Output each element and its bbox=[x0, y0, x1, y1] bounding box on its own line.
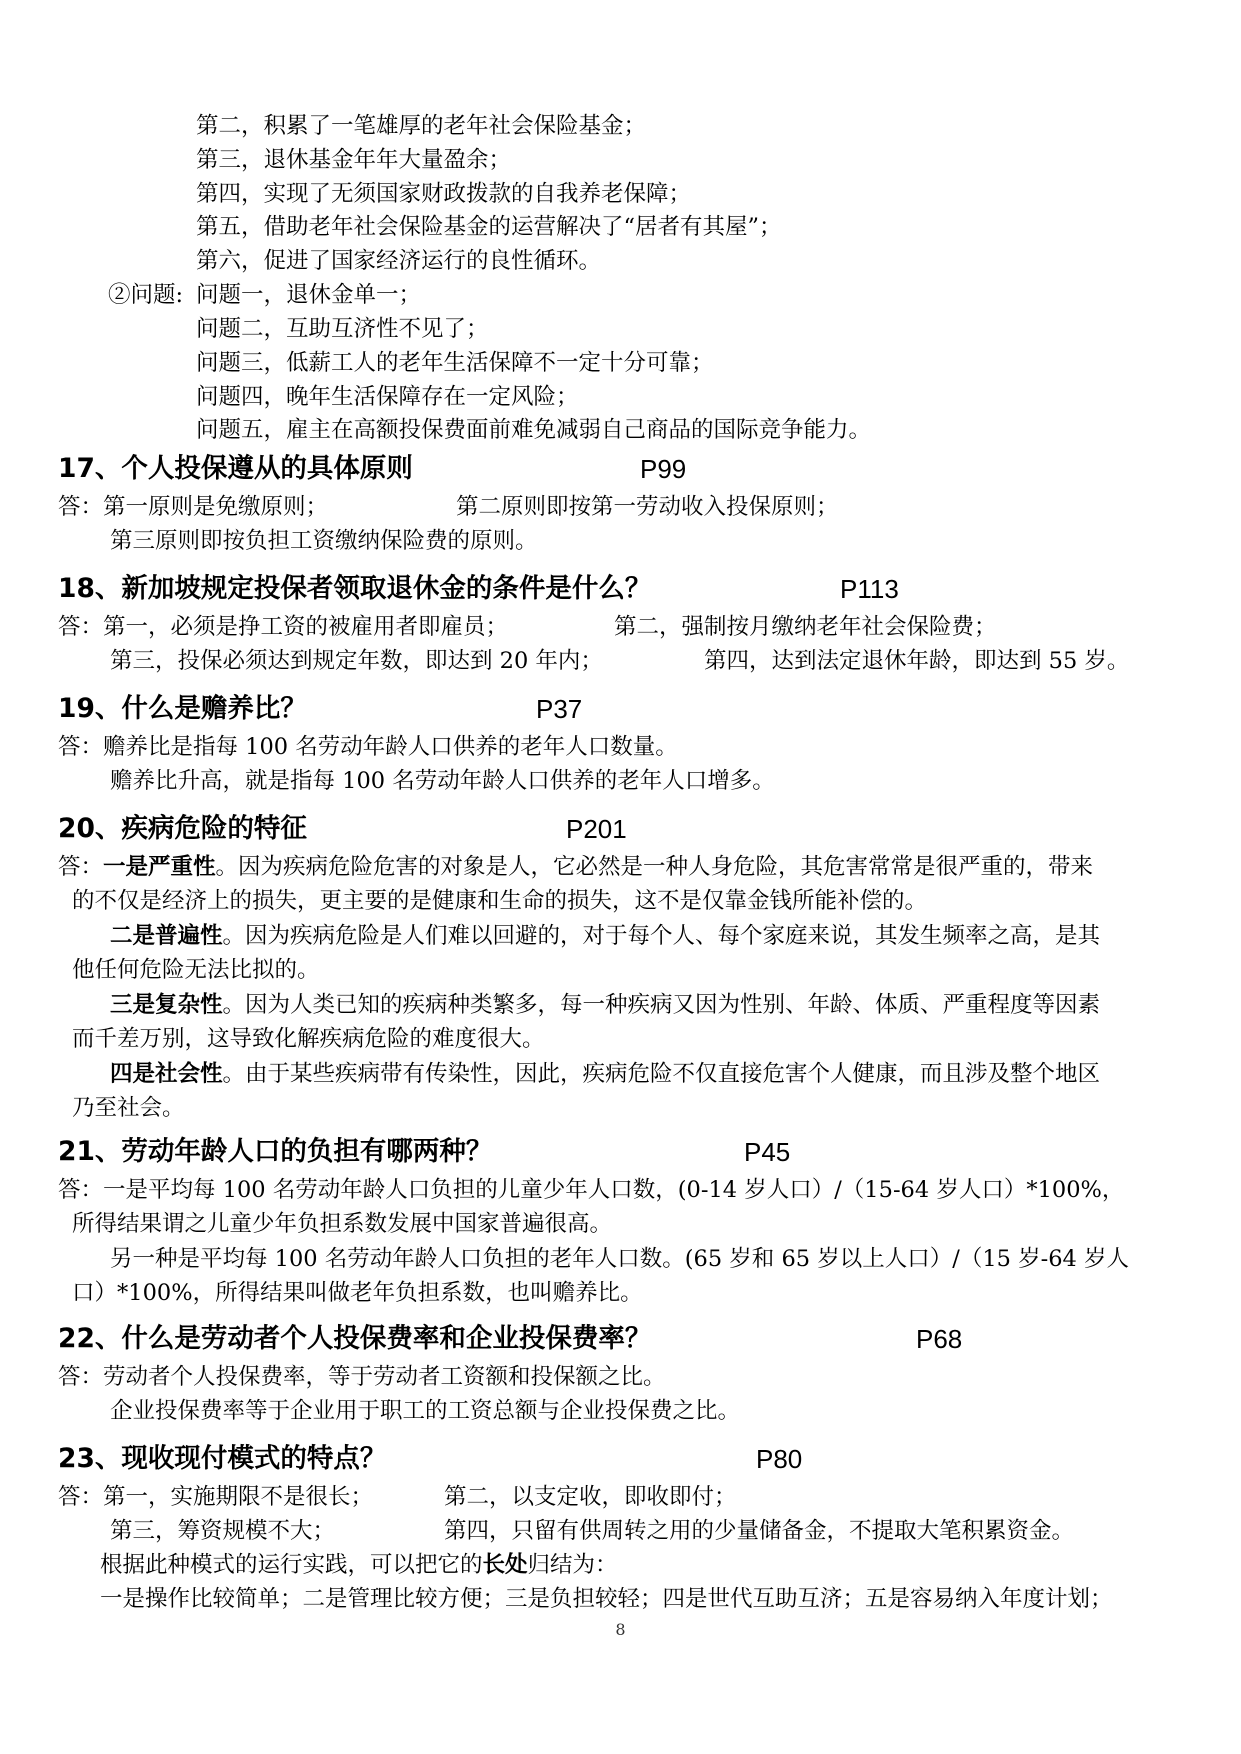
answer-line: 第二，以支定收，即收即付； bbox=[444, 1484, 737, 1510]
answer-line: 企业投保费率等于企业用于职工的工资总额与企业投保费之比。 bbox=[110, 1398, 741, 1424]
question-18-page-ref: P113 bbox=[840, 574, 899, 604]
question-22-page-ref: P68 bbox=[916, 1324, 963, 1354]
question-22-title: 22、什么是劳动者个人投保费率和企业投保费率？ bbox=[58, 1323, 652, 1354]
question-23-title: 23、现收现付模式的特点？ bbox=[58, 1443, 387, 1474]
problem-item: 问题一，退休金单一； bbox=[196, 282, 422, 308]
question-18-title: 18、新加坡规定投保者领取退休金的条件是什么？ bbox=[58, 573, 652, 604]
answer-line: 的不仅是经济上的损失，更主要的是健康和生命的损失，这不是仅靠金钱所能补偿的。 bbox=[72, 888, 928, 914]
answer-paragraph bbox=[110, 1058, 1100, 1090]
emphasis-term: 三是复杂性 bbox=[110, 992, 223, 1018]
answer-line: 答：劳动者个人投保费率，等于劳动者工资额和投保额之比。 bbox=[58, 1364, 666, 1390]
problem-item: 问题四，晚年生活保障存在一定风险； bbox=[196, 384, 579, 410]
advantage-item: 第二，积累了一笔雄厚的老年社会保险基金； bbox=[196, 113, 647, 139]
question-19-title: 19、什么是赡养比？ bbox=[58, 693, 307, 724]
answer-line: 一是操作比较简单；二是管理比较方便；三是负担较轻；四是世代互助互济；五是容易纳入年度计划； bbox=[100, 1586, 1113, 1612]
answer-text: 。因为疾病危险是人们难以回避的，对于每个人、每个家庭来说，其发生频率之高，是其 bbox=[222, 923, 1101, 949]
problem-item: 问题二，互助互济性不见了； bbox=[196, 316, 489, 342]
question-21-page-ref: P45 bbox=[744, 1137, 791, 1167]
answer-line: 第三，筹资规模不大； bbox=[110, 1518, 336, 1544]
answer-text: 。因为人类已知的疾病种类繁多，每一种疾病又因为性别、年龄、体质、严重程度等因素 bbox=[222, 992, 1101, 1018]
question-17-page-ref: P99 bbox=[640, 454, 687, 484]
advantage-item: 第六，促进了国家经济运行的良性循环。 bbox=[196, 248, 602, 274]
question-17-title: 17、个人投保遵从的具体原则 bbox=[58, 453, 413, 484]
advantage-item: 第四，实现了无须国家财政拨款的自我养老保障； bbox=[196, 181, 692, 207]
emphasis-term: 一是严重性 bbox=[103, 854, 216, 880]
answer-line: 所得结果谓之儿童少年负担系数发展中国家普遍很高。 bbox=[72, 1211, 613, 1237]
answer-text: 。因为疾病危险危害的对象是人，它必然是一种人身危险，其危害常常是很严重的，带来 bbox=[215, 854, 1094, 880]
answer-text: 。由于某些疾病带有传染性，因此，疾病危险不仅直接危害个人健康，而且涉及整个地区 bbox=[222, 1061, 1101, 1087]
emphasis-term: 四是社会性 bbox=[110, 1061, 223, 1087]
answer-text: 根据此种模式的运行实践，可以把它的 bbox=[100, 1552, 483, 1578]
question-19-page-ref: P37 bbox=[536, 694, 583, 724]
answer-line: 第二原则即按第一劳动收入投保原则； bbox=[456, 494, 839, 520]
question-21-title: 21、劳动年龄人口的负担有哪两种？ bbox=[58, 1136, 493, 1167]
answer-line: 第三原则即按负担工资缴纳保险费的原则。 bbox=[110, 528, 538, 554]
answer-line: 口）*100%，所得结果叫做老年负担系数，也叫赡养比。 bbox=[72, 1280, 643, 1306]
answer-line: 答：一是平均每 100 名劳动年龄人口负担的儿童少年人口数，(0-14 岁人口）/（15-64 岁人口）*100%， bbox=[58, 1177, 1125, 1203]
problem-item: 问题三，低薪工人的老年生活保障不一定十分可靠； bbox=[196, 350, 714, 376]
question-23-page-ref: P80 bbox=[756, 1444, 803, 1474]
answer-paragraph bbox=[100, 1549, 618, 1581]
answer-line: 第二，强制按月缴纳老年社会保险费； bbox=[614, 614, 997, 640]
problems-label: ②问题: bbox=[108, 282, 184, 308]
answer-line: 第四，达到法定退休年龄，即达到 55 岁。 bbox=[704, 648, 1130, 674]
answer-paragraph bbox=[58, 851, 1093, 883]
answer-line: 赡养比升高，就是指每 100 名劳动年龄人口供养的老年人口增多。 bbox=[110, 768, 775, 794]
emphasis-term: 长处 bbox=[482, 1552, 528, 1578]
answer-line: 另一种是平均每 100 名劳动年龄人口负担的老年人口数。(65 岁和 65 岁以上人口）/（15 岁-64 岁人 bbox=[110, 1246, 1129, 1272]
answer-line: 第四，只留有供周转之用的少量储备金，不提取大笔积累资金。 bbox=[444, 1518, 1075, 1544]
answer-line: 答：第一，必须是挣工资的被雇用者即雇员； bbox=[58, 614, 509, 640]
answer-text: 归结为： bbox=[527, 1552, 618, 1578]
answer-line: 他任何危险无法比拟的。 bbox=[72, 957, 320, 983]
question-20-page-ref: P201 bbox=[566, 814, 627, 844]
advantage-item: 第三，退休基金年年大量盈余； bbox=[196, 147, 512, 173]
advantage-item: 第五，借助老年社会保险基金的运营解决了“居者有其屋”； bbox=[196, 214, 782, 240]
problem-item: 问题五，雇主在高额投保费面前难免减弱自己商品的国际竞争能力。 bbox=[196, 417, 872, 443]
emphasis-term: 二是普遍性 bbox=[110, 923, 223, 949]
answer-paragraph bbox=[110, 989, 1100, 1021]
page-number: 8 bbox=[615, 1620, 626, 1639]
answer-line: 答：赡养比是指每 100 名劳动年龄人口供养的老年人口数量。 bbox=[58, 734, 678, 760]
answer-paragraph bbox=[110, 920, 1100, 952]
question-20-title: 20、疾病危险的特征 bbox=[58, 813, 307, 844]
answer-line: 答：第一原则是免缴原则； bbox=[58, 494, 329, 520]
answer-line: 答：第一，实施期限不是很长； bbox=[58, 1484, 374, 1510]
answer-line: 第三，投保必须达到规定年数，即达到 20 年内； bbox=[110, 648, 603, 674]
answer-line: 而千差万别，这导致化解疾病危险的难度很大。 bbox=[72, 1026, 545, 1052]
answer-line: 乃至社会。 bbox=[72, 1095, 185, 1121]
answer-prefix: 答： bbox=[58, 854, 104, 880]
